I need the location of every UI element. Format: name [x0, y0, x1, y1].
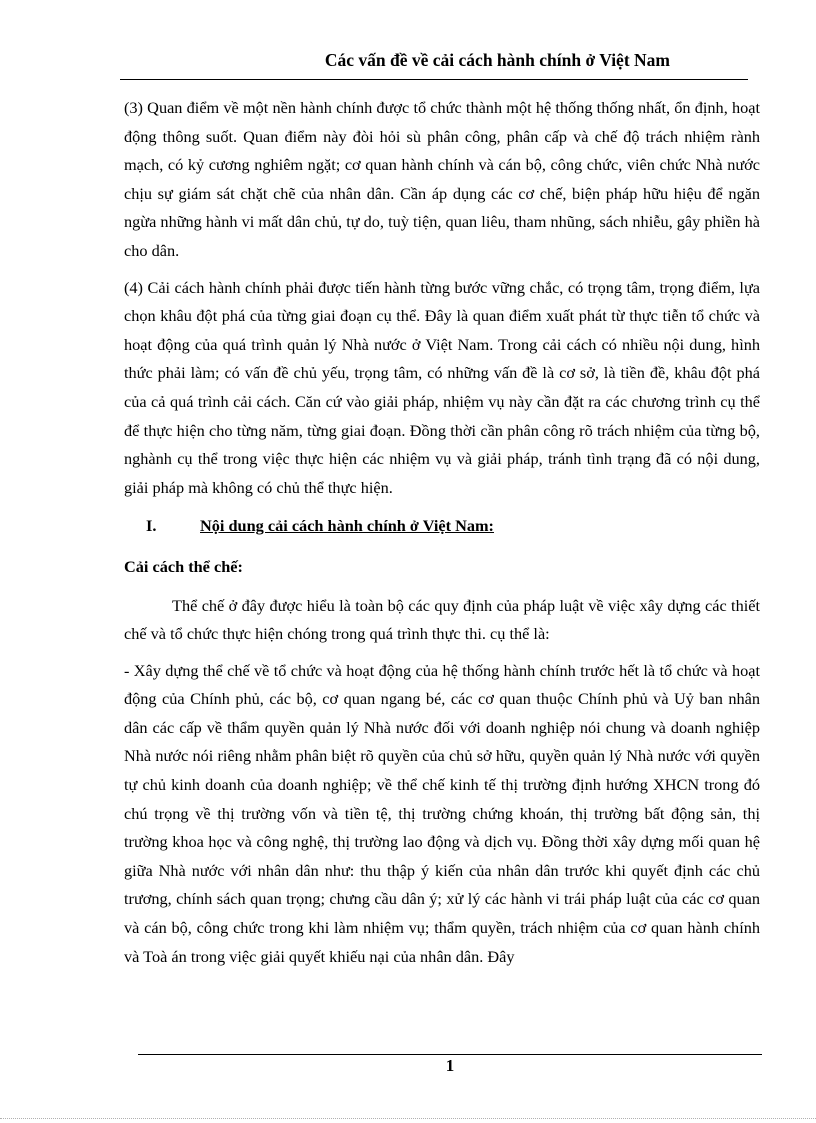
section-title: Nội dung cải cách hành chính ở Việt Nam: [200, 516, 494, 536]
subsection-heading: Cải cách thể chế: [124, 556, 243, 576]
footer-divider [138, 1054, 762, 1055]
document-body [124, 94, 760, 979]
section-heading [124, 512, 760, 541]
page-bottom-edge [0, 1118, 816, 1119]
running-header-title: Các vấn đề về cải cách hành chính ở Việt Nam [324, 50, 670, 70]
header-divider [120, 79, 748, 80]
page-number: 1 [445, 1056, 455, 1075]
section-number: I. [146, 516, 157, 536]
paragraph-viewpoint-4: (4) Cải cách hành chính phải được tiến hành từng bước vững chắc, có trọng tâm, trọng điểm, lựa chọn khâu đột phá của từng giai đoạn cụ thể. Đây là quan điểm xuất phát từ thực tiễn tổ chức và hoạt động của quá trình quản lý Nhà nước ở Việt Nam. Trong cải cách có nhiều nội dung, hình thức phải làm; có vấn đề chủ yếu, trọng tâm, có những vấn đề là cơ sở, là tiền đề, khâu đột phá của cả quá trình cải cách. Căn cứ vào giải pháp, nhiệm vụ này cần đặt ra các chương trình cụ thể để thực hiện cho từng năm, từng giai đoạn. Đồng thời cần phân công rõ trách nhiệm của từng bộ, nghành cụ thể trong việc thực hiện các nhiệm vụ và giải pháp, tránh tình trạng đã có nội dung, giải pháp mà không có chủ thể thực hiện. [124, 277, 760, 497]
paragraph-institution-intro: Thể chế ở đây được hiểu là toàn bộ các quy định của pháp luật về việc xây dựng các thiết chế và tổ chức thực hiện chóng trong quá trình thực thi. cụ thể là: [124, 595, 760, 644]
paragraph-viewpoint-3: (3) Quan điểm về một nền hành chính được tổ chức thành một hệ thống thống nhất, ổn định, hoạt động thông suốt. Quan điểm này đòi hỏi sù phân công, phân cấp và chế độ trách nhiệm rành mạch, có kỷ cương nghiêm ngặt; cơ quan hành chính và cán bộ, công chức, viên chức Nhà nước chịu sự giám sát chặt chẽ của nhân dân. Cần áp dụng các cơ chế, biện pháp hữu hiệu để ngăn ngừa những hành vi mất dân chủ, tự do, tuỳ tiện, quan liêu, tham nhũng, sách nhiễu, gây phiền hà cho dân. [124, 98, 760, 260]
paragraph-institution-bullet: - Xây dựng thể chế về tổ chức và hoạt động của hệ thống hành chính trước hết là tổ chức và hoạt động của Chính phủ, các bộ, cơ quan ngang bé, các cơ quan thuộc Chính phủ và Uỷ ban nhân dân các cấp về thẩm quyền quản lý Nhà nước đối với doanh nghiệp nói chung và doanh nghiệp Nhà nước nói riêng nhằm phân biệt rõ quyền của chủ sở hữu, quyền quản lý Nhà nước với quyền tự chủ kinh doanh của doanh nghiệp; về thể chế kinh tế thị trường định hướng XHCN trong đó chú trọng về thị trường vốn và tiền tệ, thị trường chứng khoán, thị trường bất động sản, thị trường khoa học và công nghệ, thị trường lao động và dịch vụ. Đồng thời xây dựng mối quan hệ giữa Nhà nước với nhân dân như: thu thập ý kiến của nhân dân trước khi quyết định các chủ trương, chính sách quan trọng; chưng cầu dân ý; xử lý các hành vi trái pháp luật của các cơ quan và cán bộ, công chức trong khi làm nhiệm vụ; thẩm quyền, trách nhiệm của cơ quan hành chính và Toà án trong việc giải quyết khiếu nại của nhân dân. Đây [124, 660, 760, 966]
